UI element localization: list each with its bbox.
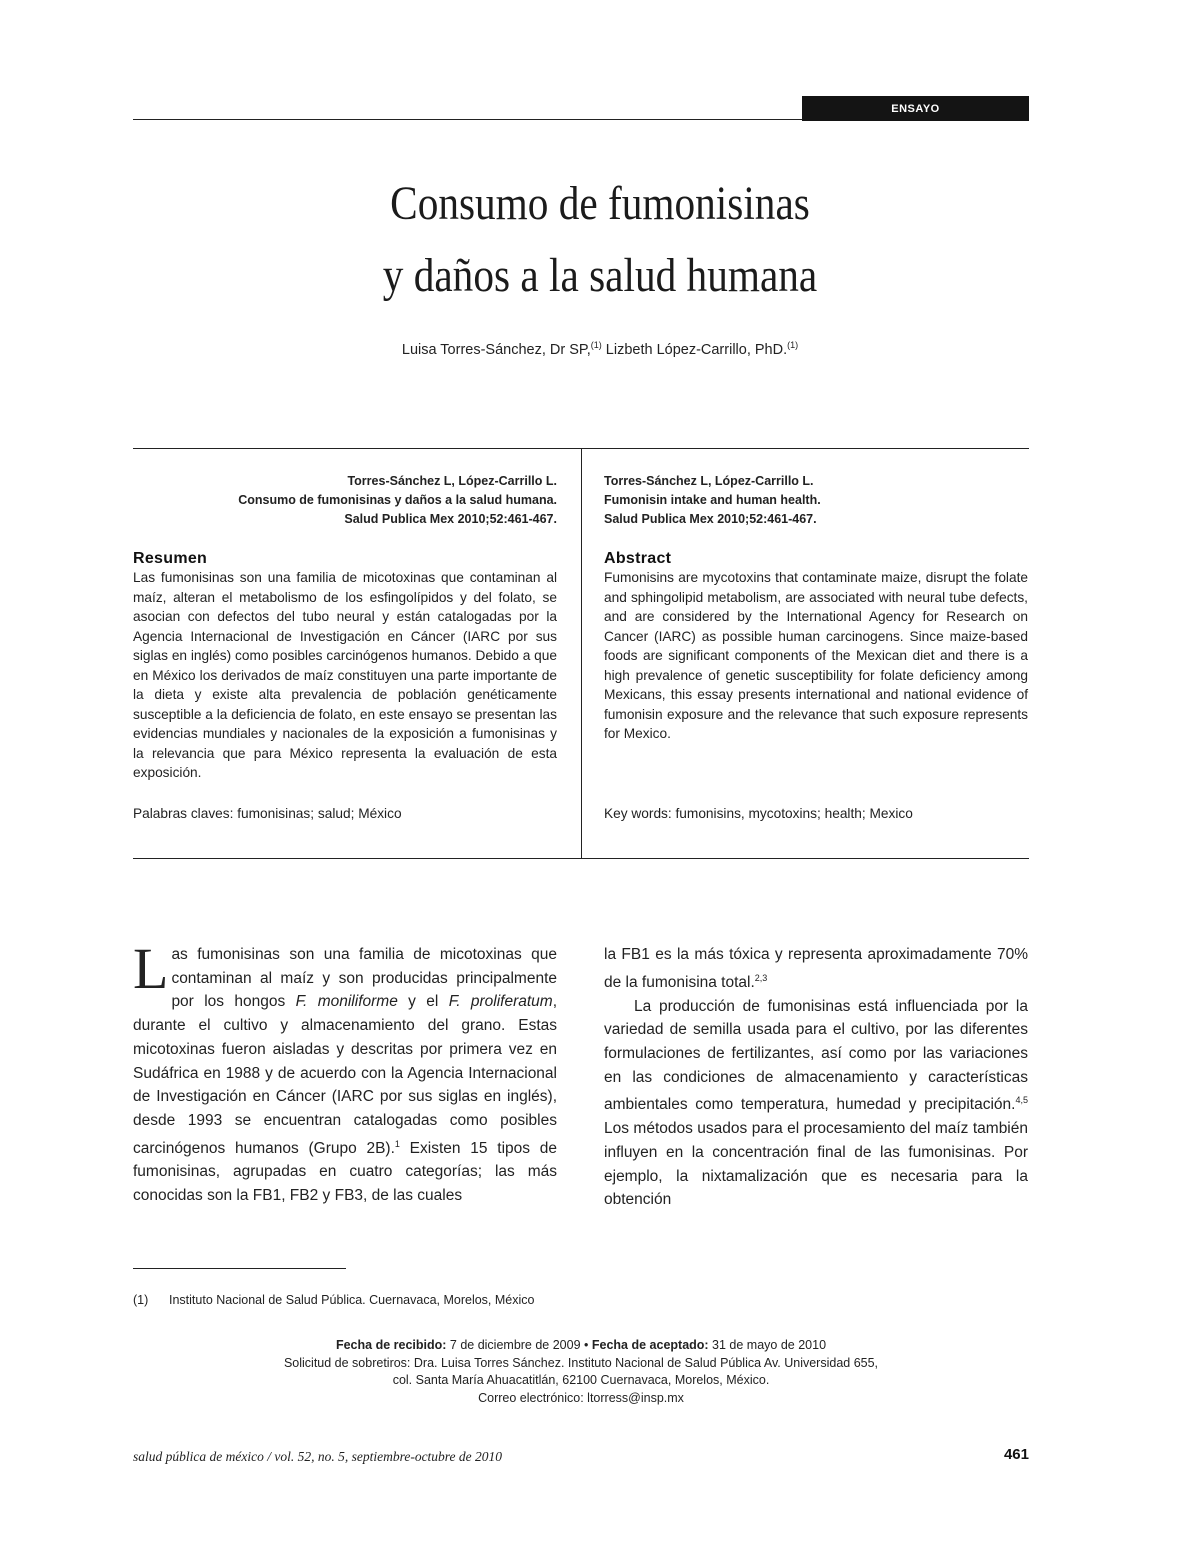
author-1: Luisa Torres-Sánchez, Dr SP, (401, 341, 591, 358)
abstract-heading: Abstract (604, 550, 672, 567)
body-column-left (133, 936, 558, 1208)
title-line-2: y daños a la salud humana (382, 249, 818, 302)
paragraph-text: as fumonisinas son una familia de micotoxinas que contaminan al maíz y son producidas principalmente por los hongos (171, 946, 557, 1011)
accepted-label: Fecha de aceptado: (591, 1338, 709, 1352)
resumen-text: Las fumonisinas son una familia de micotoxinas que contaminan al maíz, alteran el metabolismo de los esfingolípidos y del folato, se asocian con defectos del tubo neural y están catalogadas por la Agencia Internacional de Investigación en Cáncer (IARC por sus siglas en inglés) como posibles carcinógenos humanos. Debido a que en México los derivados de maíz constituyen una parte importante de la dieta y existe alta prevalencia de población genéticamente susceptible a la deficiencia de folato, en este ensayo se presentan las evidencias mundiales y nacionales de la exposición a fumonisinas y la relevancia que para México representa la evaluación de esta exposición. (133, 570, 557, 780)
citation-reference: Salud Publica Mex 2010;52:461-467. (604, 512, 817, 526)
footnote-text: Instituto Nacional de Salud Pública. Cuernavaca, Morelos, México (169, 1293, 535, 1307)
citation-authors: Torres-Sánchez L, López-Carrillo L. (604, 474, 814, 488)
reference-marker: 1 (394, 1138, 400, 1149)
resumen-heading: Resumen (133, 550, 208, 567)
paragraph-text: La producción de fumonisinas está influenciada por la variedad de semilla usada para el cultivo, por las diferentes formulaciones de fertilizantes, así como por las variaciones en las condiciones de almacenamiento y características ambientales como temperatura, humedad y precipitación. (604, 997, 1028, 1114)
species-name: F. moniliforme (295, 993, 398, 1011)
contact-email: Correo electrónico: ltorress@insp.mx (478, 1390, 684, 1405)
citation-spanish (133, 472, 557, 529)
author-2: Lizbeth López-Carrillo, PhD. (601, 341, 788, 358)
received-label: Fecha de recibido: (335, 1338, 447, 1352)
accepted-date: 31 de mayo de 2010 (708, 1338, 827, 1352)
paragraph-text: la FB1 es la más tóxica y representa aproximadamente 70% de la fumonisina total. (604, 946, 1028, 991)
drop-cap: L (133, 936, 169, 1001)
resumen-section (133, 550, 557, 783)
reference-marker: 4,5 (1015, 1095, 1028, 1106)
author-1-affiliation: (1) (590, 340, 602, 350)
section-tag: ENSAYO (802, 96, 1029, 121)
paragraph (604, 995, 1028, 1212)
citation-title: Consumo de fumonisinas y daños a la salud humana. (238, 493, 557, 507)
paragraph-text: , durante el cultivo y almacenamiento del grano. Estas micotoxinas fueron aisladas y descritas por primera vez en Sudáfrica en 1988 y de acuerdo con la Agencia Internacional de Investigación en Cáncer (IARC por sus siglas en inglés), desde 1993 se encuentran catalogadas como posibles carcinógenos humanos (Grupo 2B). (133, 993, 558, 1157)
citation-english (604, 472, 1028, 529)
affiliation-footnote (133, 1293, 534, 1307)
paragraph-text: Los métodos usados para el procesamiento del maíz también influyen en la concentración final de las fumonisinas. Por ejemplo, la nixtamalización que es necesaria para la obtención (604, 1120, 1028, 1209)
abstract-box-divider (581, 448, 582, 858)
species-name: F. proliferatum (448, 993, 553, 1011)
citation-reference: Salud Publica Mex 2010;52:461-467. (344, 512, 557, 526)
body-column-right (604, 943, 1028, 1212)
journal-footer: salud pública de méxico / vol. 52, no. 5, septiembre-octubre de 2010 (133, 1449, 503, 1464)
received-date: 7 de diciembre de 2009 • (446, 1338, 592, 1352)
abstract-box-bottom-rule (133, 858, 1029, 859)
page-number: 461 (1003, 1446, 1029, 1463)
paragraph (604, 943, 1028, 995)
dates-line (133, 1337, 1029, 1355)
paragraph-text: y el (397, 993, 449, 1011)
reprint-address: col. Santa María Ahuacatitlán, 62100 Cuernavaca, Morelos, México. (392, 1373, 770, 1387)
author-list (200, 340, 1000, 358)
correspondence-info (133, 1337, 1029, 1407)
author-2-affiliation: (1) (787, 340, 799, 350)
abstract-text: Fumonisins are mycotoxins that contaminate maize, disrupt the folate and sphingolipid metabolism, are associated with neural tube defects, and are considered by the International Agency for Research on Cancer (IARC) as possible human carcinogens. Since maize-based foods are significant components of the Mexican diet and there is a high prevalence of genetic susceptibility for folate deficiency among Mexicans, this essay presents international and national evidence of fumonisin exposure and the relevance that such exposure represents for Mexico. (604, 570, 1028, 741)
citation-authors: Torres-Sánchez L, López-Carrillo L. (347, 474, 557, 488)
article-title (256, 168, 944, 312)
footnote-number: (1) (133, 1293, 149, 1307)
citation-title: Fumonisin intake and human health. (604, 493, 821, 507)
abstract-section (604, 550, 1028, 744)
paragraph-text: Existen 15 tipos de fumonisinas, agrupadas en cuatro categorías; las más conocidas son la FB1, FB2 y FB3, de las cuales (133, 1139, 557, 1205)
reference-marker: 2,3 (754, 972, 768, 983)
abstract-keywords: Key words: fumonisins, mycotoxins; health; Mexico (604, 806, 913, 821)
title-line-1: Consumo de fumonisinas (390, 177, 810, 230)
resumen-keywords: Palabras claves: fumonisinas; salud; México (133, 806, 402, 821)
reprint-request: Solicitud de sobretiros: Dra. Luisa Torres Sánchez. Instituto Nacional de Salud Pública Av. Universidad 655, (283, 1355, 879, 1370)
footnote-rule (133, 1268, 346, 1269)
